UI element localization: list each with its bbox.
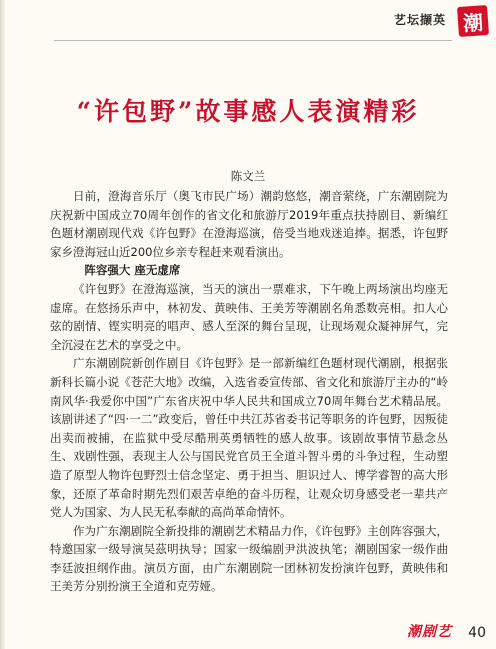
seal-logo: 潮 bbox=[457, 5, 489, 37]
header-divider bbox=[54, 40, 452, 41]
body-paragraph-1: 《许包野》在澄海巡演，当天的演出一票难求，下午晚上两场演出均座无虚席。在悠扬乐声中，林初发、黄映伟、王美芳等潮剧名角悉数亮相。扣人心弦的剧情、铿实明亮的唱声、感人至深的舞台呈现，让现场观众凝神屏气，完全沉浸在艺术的享受之中。 bbox=[50, 281, 448, 352]
article-body bbox=[50, 187, 448, 596]
footer-brand-logo: 潮剧艺 bbox=[407, 624, 452, 640]
section-label: 艺坛撷英 bbox=[393, 13, 446, 27]
body-paragraph-2: 广东潮剧院新创作剧目《许包野》是一部新编红色题材现代潮剧，根据张新科长篇小说《苍茫大地》改编，入选省委宣传部、省文化和旅游厅主办的“岭南风华·我爱你中国”广东省庆祝中华人民共和国成立70周年舞台艺术精品展。该剧讲述了“四·一二”政变后，曾任中共江苏省委书记等职务的许包野，因叛徒出卖而被捕，在监狱中受尽酷刑英勇牺牲的感人故事。该剧故事情节悬念丛生、戏剧性强，表现主人公与国民党官员王全道斗智斗勇的斗争过程，生动塑造了原型人物许包野烈士信念坚定、勇于担当、胆识过人、博学睿智的高大形象，还原了革命时期先烈们艰苦卓绝的奋斗历程，让观众切身感受老一辈共产党人为国家、为人民无私奉献的高尚革命情怀。 bbox=[50, 356, 448, 520]
intro-paragraph: 日前，澄海音乐厅（奥飞市民广场）潮韵悠悠，潮音萦绕，广东潮剧院为庆祝新中国成立70周年创作的省文化和旅游厅2019年重点扶持剧目、新编红色题材潮剧现代戏《许包野》在澄海巡演，倍受当地戏迷追捧。据悉，许包野家乡澄海冠山近200位乡亲专程赶来观看演出。 bbox=[50, 189, 448, 259]
body-paragraph-3: 作为广东潮剧院全新投排的潮剧艺术精品力作，《许包野》主创阵容强大，特邀国家一级导演吴茲明执导；国家一级编剧尹洪波执笔；潮剧国家一级作曲李廷波担纲作曲。演员方面，由广东潮剧院一团林初发扮演许包野，黄映伟和王美芳分别扮演王全道和克劳娅。 bbox=[50, 523, 448, 594]
article-title: “许包野”故事感人表演精彩 bbox=[76, 97, 420, 126]
article-author: 陈文兰 bbox=[230, 169, 266, 183]
subheading: 阵容强大 座无虚席 bbox=[84, 263, 181, 278]
page-number: 40 bbox=[468, 625, 486, 641]
